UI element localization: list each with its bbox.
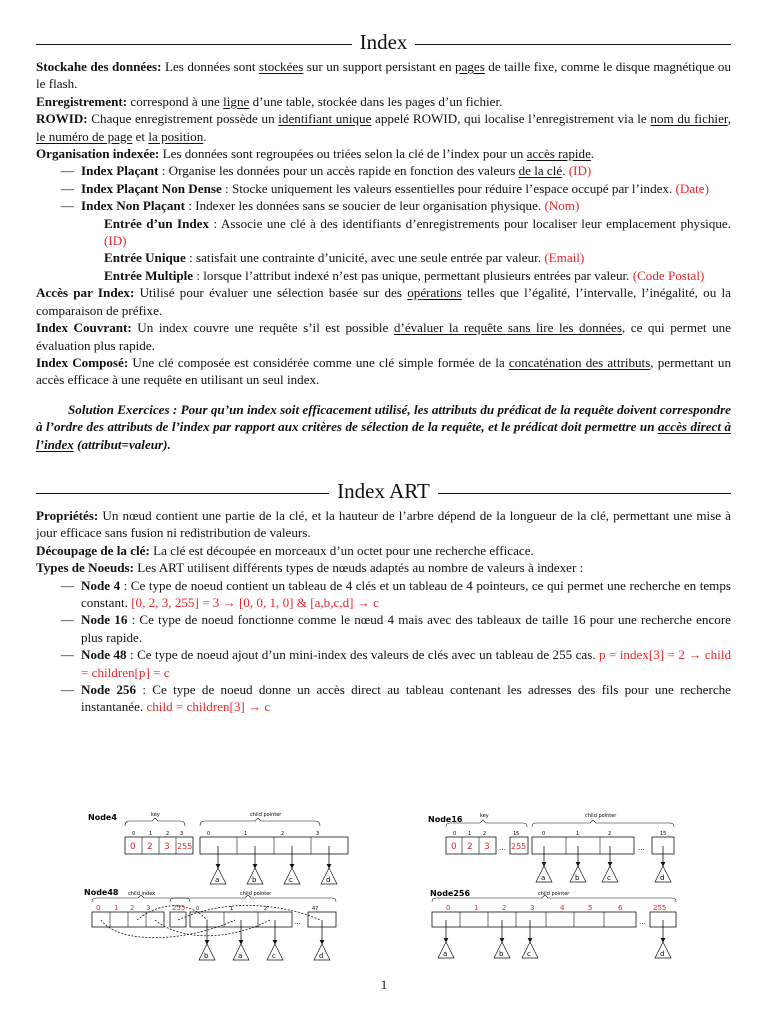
child-pointer-label: child pointer — [240, 891, 272, 897]
text: sur un support persistant en — [303, 59, 455, 74]
art-node-diagram — [80, 806, 700, 966]
text: Une clé composée est considérée comme une clé simple formée de la — [128, 354, 509, 370]
child-leaves — [199, 944, 330, 960]
sub-item-entree-multiple — [104, 267, 731, 284]
node-name: Node4 — [88, 813, 117, 822]
text: : Ce type de noeud contient un tableau de 4 clés et un tableau de 4 pointeurs, ce qui permet une recherche en temps constant. — [81, 577, 731, 610]
underlined-term: ligne — [223, 93, 250, 109]
leaf-label: d — [319, 952, 324, 960]
paragraph-compose — [36, 354, 731, 389]
ellipsis: … — [294, 918, 301, 926]
byte-cell: 6 — [618, 904, 623, 912]
key-cell: 255 — [177, 842, 193, 851]
text: Chaque enregistrement possède un — [87, 111, 279, 127]
bullet-dash: — — [60, 198, 74, 214]
text: appelé ROWID, qui localise l’enregistrement via le — [371, 111, 651, 127]
pointer-array — [532, 837, 634, 854]
text: , — [727, 111, 731, 127]
text: : Ce type de noeud fonctionne comme le nœud 4 mais avec des tableaux de taille 16 pour une recherche encore plus rapide. — [81, 612, 731, 645]
example-annotation: (ID) — [568, 163, 592, 179]
paragraph-enregistrement — [36, 93, 731, 110]
pointer-index-row — [196, 906, 318, 912]
key-cell: 0 — [130, 842, 136, 852]
leaf-label: c — [272, 952, 276, 960]
key-index-row — [132, 831, 183, 837]
paragraph-couvrant — [36, 319, 731, 354]
list-item-index-non-placant — [36, 197, 731, 214]
list-item-index-placant-non-dense — [36, 180, 731, 197]
key-index: 0 — [453, 831, 457, 837]
key-index: 15 — [513, 831, 520, 837]
text: Les ART utilisent différents types de nœuds adaptés au nombre de valeurs à indexer : — [133, 560, 584, 576]
key-cell: 0 — [451, 842, 457, 852]
underlined-term: le numéro de page — [36, 128, 133, 144]
document-page — [36, 30, 731, 716]
example-annotation: [0, 2, 3, 255] = 3 → [0, 0, 1, 0] & [a,b,c,d] → c — [131, 594, 379, 610]
node4-diagram — [88, 812, 348, 884]
index-cell: 0 — [96, 904, 101, 912]
text: . — [203, 128, 207, 144]
paragraph-stockage — [36, 58, 731, 93]
section-header-index — [36, 30, 731, 54]
list-item-node4 — [36, 577, 731, 612]
child-pointer-label: child pointer — [585, 813, 617, 819]
list-item-index-placant — [36, 162, 731, 179]
leaf-label: d — [660, 874, 665, 882]
paragraph-solution — [36, 401, 731, 453]
term-label: Index Plaçant — [81, 163, 159, 179]
key-index: 0 — [132, 831, 136, 837]
pointer-index: 1 — [244, 831, 248, 837]
leaf-label: b — [499, 950, 504, 958]
term-label: Entrée Multiple — [104, 267, 194, 283]
text: : Indexer les données sans se soucier de leur organisation physique. — [185, 198, 545, 214]
bullet-dash: — — [60, 163, 74, 179]
underlined-term: accès rapide — [526, 146, 591, 162]
node256-diagram — [430, 889, 676, 958]
byte-cell: 255 — [653, 904, 667, 912]
list-item-body — [81, 646, 731, 681]
term-label: Index Couvrant: — [36, 320, 132, 336]
key-index: 2 — [483, 831, 487, 837]
page-number: 1 — [380, 977, 388, 992]
node16-diagram — [428, 813, 674, 882]
term-label: Propriétés: — [36, 507, 99, 523]
ellipsis: … — [499, 844, 506, 852]
key-label: key — [480, 813, 489, 819]
text: : Ce type de noeud ajout d’un mini-index des valeurs de clés avec un tableau de 255 cas. — [126, 647, 600, 663]
child-pointer-label: child pointer — [538, 891, 570, 897]
index-cell: 255 — [172, 904, 186, 912]
term-label: Node 256 — [81, 682, 137, 697]
key-values — [130, 842, 192, 852]
example-annotation: (ID) — [104, 233, 127, 249]
text: . — [562, 163, 569, 179]
paragraph-types — [36, 559, 731, 576]
pointer-index: 1 — [576, 831, 580, 837]
sub-item-entree-index — [104, 215, 731, 250]
index-cell: 2 — [130, 904, 135, 912]
leaf-label: a — [238, 952, 243, 960]
term-label: Organisation indexée: — [36, 146, 160, 162]
text: Un index couvre une requête s’il est possible — [131, 320, 394, 336]
pointer-index: 2 — [608, 831, 612, 837]
text: correspond à une — [127, 93, 224, 109]
bullet-dash: — — [60, 180, 74, 196]
child-leaves — [536, 866, 671, 882]
term-label: Node 4 — [81, 577, 121, 593]
paragraph-rowid — [36, 110, 731, 145]
section-rule-right — [438, 493, 731, 494]
pointer-index: 0 — [542, 831, 546, 837]
node-name: Node48 — [84, 888, 119, 897]
art-node-figure — [80, 806, 700, 966]
bullet-dash: — — [60, 577, 74, 593]
leaf-label: c — [527, 950, 531, 958]
text: : Associe une clé à des identifiants d’enregistrements pour localiser leur emplacement physique. — [209, 215, 731, 231]
text: Les données sont regroupées ou triées selon la clé de l’index pour un — [159, 146, 527, 162]
term-label: Index Non Plaçant — [81, 198, 186, 214]
section-title: Index — [359, 30, 408, 54]
underlined-term: identifiant unique — [278, 111, 372, 127]
pointer-index-row — [542, 831, 666, 837]
leaf-label: b — [252, 876, 257, 884]
bullet-dash: — — [60, 612, 74, 628]
text: , ce qui permet une évaluation plus rapide. — [36, 320, 731, 353]
list-item-body — [81, 180, 731, 197]
text: : Organise les données pour un accès rapide en fonction des valeurs — [158, 163, 519, 179]
text: . — [590, 146, 595, 162]
list-item-node256 — [36, 681, 731, 716]
key-cell: 3 — [484, 842, 490, 852]
pointer-arrows — [218, 846, 329, 868]
term-label: Index Plaçant Non Dense — [81, 180, 222, 196]
underlined-term: nom du fichier — [650, 111, 728, 127]
pointer-index-row — [207, 831, 319, 837]
text: : Ce type de noeud donne un accès direct au tableau contenant les adresses des fils pour une recherche instantanée. — [81, 682, 731, 715]
pointer-arrows — [446, 920, 663, 942]
paragraph-decoupage — [36, 542, 731, 559]
list-item-body — [81, 162, 731, 179]
node-name: Node256 — [430, 889, 471, 898]
key-label: key — [151, 812, 160, 818]
child-leaves — [210, 868, 337, 884]
underlined-term: d’évaluer la requête sans lire les données — [393, 320, 622, 336]
term-label: Entrée Unique — [104, 250, 186, 266]
text: : satisfait une contrainte d’unicité, avec une seule entrée par valeur. — [185, 250, 545, 266]
index-cell: 3 — [146, 904, 151, 912]
leaf-label: a — [443, 950, 448, 958]
text: de taille fixe, comme le disque magnétique ou le flash. — [36, 59, 731, 92]
leaf-label: d — [660, 950, 665, 958]
term-label: Node 16 — [81, 612, 128, 628]
pointer-array — [432, 912, 636, 927]
ellipsis: … — [638, 844, 645, 852]
byte-cell: 4 — [560, 904, 565, 912]
section-rule-right — [415, 44, 731, 45]
text: , permettant un accès efficace à une requête en utilisant un seul index. — [36, 354, 731, 388]
text: Solution Exercices : Pour qu’un index soit efficacement utilisé, les attributs du prédicat de la requête doivent correspondre à l’ordre des attributs de l’index par rapport aux critères de sélection de la requête, et le prédicat doit permettre un — [36, 401, 731, 435]
pointer-index: 0 — [207, 831, 211, 837]
pointer-arrows — [544, 846, 663, 866]
underlined-term: opérations — [407, 285, 462, 301]
text: (attribut=valeur). — [73, 436, 171, 452]
pointer-index: 2 — [264, 906, 268, 912]
underlined-term: concaténation des attributs — [508, 354, 651, 370]
text: Un nœud contient une partie de la clé, et la hauteur de l’arbre dépend de la longueur de la clé, permettant une mise à jour efficace sans fusion ni redistribution de valeurs. — [36, 507, 731, 541]
bullet-dash: — — [60, 682, 74, 697]
list-item-node16 — [36, 611, 731, 646]
child-index-label: child index — [128, 891, 156, 897]
underlined-term: pages — [455, 59, 485, 74]
example-annotation: child = children[3] → c — [146, 699, 271, 715]
pointer-index: 15 — [660, 831, 667, 837]
leaf-label: c — [289, 876, 293, 884]
section-rule-left — [36, 493, 329, 494]
leaf-label: d — [326, 876, 331, 884]
section-title: Index ART — [337, 478, 430, 503]
text: d’une table, stockée dans les pages d’un fichier. — [249, 93, 503, 109]
brace — [200, 818, 320, 826]
term-label: Découpage de la clé: — [36, 542, 150, 558]
child-pointer-label: child pointer — [250, 812, 282, 818]
byte-cell: 2 — [502, 904, 507, 912]
text: La clé est découpée en morceaux d’un octet pour une recherche efficace. — [149, 542, 534, 558]
node48-diagram — [84, 888, 336, 960]
leaf-label: b — [204, 952, 209, 960]
example-annotation: p = index[3] = 2 → child = children[p] = c — [81, 647, 732, 680]
key-cell: 3 — [164, 842, 170, 852]
term-label: Stockahe des données: — [36, 59, 162, 74]
section-rule-left — [36, 44, 352, 45]
key-index: 1 — [468, 831, 472, 837]
node-name: Node16 — [428, 815, 463, 824]
example-annotation: (Date) — [675, 180, 709, 196]
index-values — [96, 904, 185, 912]
ellipsis: … — [639, 918, 646, 926]
key-cell: 2 — [467, 842, 473, 852]
paragraph-organisation — [36, 145, 731, 162]
pointer-index: 2 — [281, 831, 285, 837]
leaf-label: a — [215, 876, 220, 884]
leaf-label: b — [575, 874, 580, 882]
underlined-term: accès direct à l’index — [36, 419, 731, 452]
term-label: Accès par Index: — [36, 285, 135, 301]
index-cell: 1 — [114, 904, 119, 912]
key-cell: 255 — [511, 842, 527, 851]
term-label: Node 48 — [81, 647, 127, 663]
term-label: Index Composé: — [36, 354, 129, 370]
byte-values — [446, 904, 666, 912]
pointer-index: 3 — [316, 831, 320, 837]
list-item-body — [81, 681, 731, 716]
list-item-body — [81, 197, 731, 214]
example-annotation: (Code Postal) — [632, 267, 705, 283]
underlined-term: stockées — [258, 59, 304, 74]
text: : lorsque l’attribut indexé n’est pas unique, permettant plusieurs entrées par valeur. — [193, 267, 633, 283]
brace — [125, 818, 185, 826]
byte-cell: 0 — [446, 904, 451, 912]
spacer — [36, 453, 731, 479]
pointer-index: 47 — [312, 906, 319, 912]
text: : Stocke uniquement les valeurs essentielles pour réduire l’espace occupé par l’index. — [221, 180, 676, 196]
text: Les données sont — [161, 59, 259, 74]
paragraph-acces — [36, 284, 731, 319]
child-index-last — [170, 912, 186, 927]
pointer-index: 1 — [230, 906, 234, 912]
term-label: Entrée d’un Index — [104, 215, 210, 231]
text: et — [132, 128, 149, 144]
key-index: 1 — [149, 831, 153, 837]
example-annotation: (Email) — [544, 250, 585, 266]
key-index: 2 — [166, 831, 170, 837]
list-item-body — [81, 611, 731, 646]
byte-cell: 3 — [530, 904, 535, 912]
underlined-term: la position — [148, 128, 204, 144]
key-cell: 2 — [147, 842, 153, 852]
text: telles que l’égalité, l’intervalle, l’inégalité, ou la comparaison de préfixe. — [36, 285, 731, 318]
term-label: ROWID: — [36, 111, 88, 127]
leaf-label: c — [607, 874, 611, 882]
example-annotation: (Nom) — [544, 198, 580, 214]
term-label: Types de Noeuds: — [36, 560, 134, 576]
underlined-term: de la clé — [518, 163, 563, 179]
key-index: 3 — [180, 831, 184, 837]
section-header-art — [36, 479, 731, 503]
text: Utilisé pour évaluer une sélection basée sur des — [134, 285, 408, 301]
list-item-node48 — [36, 646, 731, 681]
byte-cell: 5 — [588, 904, 593, 912]
leaf-label: a — [541, 874, 546, 882]
brace — [532, 820, 674, 827]
term-label: Enregistrement: — [36, 93, 128, 109]
byte-cell: 1 — [474, 904, 479, 912]
pointer-index: 0 — [196, 906, 200, 912]
sub-item-entree-unique — [104, 249, 731, 266]
bullet-dash: — — [60, 647, 74, 663]
paragraph-proprietes — [36, 507, 731, 542]
key-index-row — [453, 831, 519, 837]
list-item-body — [81, 577, 731, 612]
child-leaves — [438, 942, 671, 958]
